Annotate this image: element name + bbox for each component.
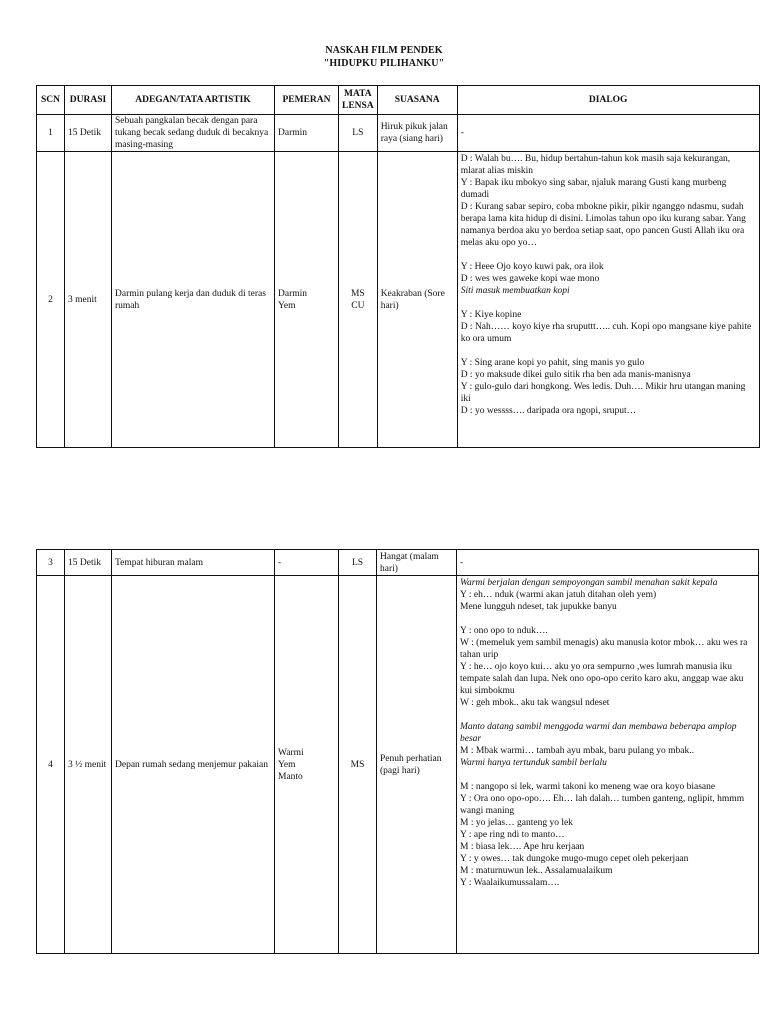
dialog-line: M : nangopo si lek, warmi takoni ko meneng wae ora koyo biasane xyxy=(460,782,716,792)
pemeran-cell xyxy=(275,152,339,448)
suasana-cell: Penuh perhatian (pagi hari) xyxy=(377,576,457,954)
dialog-spacer xyxy=(461,249,756,261)
pemeran-name: Manto xyxy=(278,771,303,782)
dialog-line: Y : Ora ono opo-opo…. Eh… lah dalah… tumben ganteng, nglipit, hmmm wangi maning xyxy=(460,794,745,816)
durasi-cell: 15 Detik xyxy=(65,115,112,152)
lensa-value: MS xyxy=(350,288,365,299)
pemeran-name: Yem xyxy=(278,759,296,770)
dialog-line: M : maturnuwun lek.. Assalamualaikum xyxy=(460,866,613,876)
dialog-line: D : Kurang sabar sepiro, coba mbokne pikir, pikir nganggo ndasmu, sudah berapa lama kita hidup di disini. Limolas tahun opo iku kurang sabar. Yang namanya berdoa aku yo berdoa setiap saat, opo pancen Gusti Allah iku ora melas aku opo yo… xyxy=(460,202,746,248)
script-table-page-2 xyxy=(36,549,759,954)
header-pemeran: PEMERAN xyxy=(275,86,339,115)
scn-cell: 1 xyxy=(37,115,65,152)
pemeran-name: Warmi xyxy=(278,747,304,758)
dialog-line: Y : Kiye kopine xyxy=(460,310,522,320)
lensa-value: CU xyxy=(351,300,365,311)
dialog-line: D : Walah bu…. Bu, hidup bertahun-tahun kok masih saja kekurangan, mlarat alias miskin xyxy=(460,154,731,176)
dialog-line: Y : gulo-gulo dari hongkong. Wes ledis. Duh…. Mikir hru utangan maning iki xyxy=(460,382,746,404)
lensa-cell: LS xyxy=(339,550,377,576)
dialog-cell: - xyxy=(457,115,759,152)
suasana-cell: Hiruk pikuk jalan raya (siang hari) xyxy=(377,115,457,152)
adegan-cell: Darmin pulang kerja dan duduk di teras rumah xyxy=(112,152,275,448)
dialog-line: Y : eh… nduk (warmi akan jatuh ditahan oleh yem) xyxy=(460,590,657,600)
durasi-cell: 3 menit xyxy=(65,152,112,448)
dialog-spacer xyxy=(461,297,756,309)
dialog-line: Y : Heee Ojo koyo kuwi pak, ora ilok xyxy=(460,262,604,272)
dialog-spacer xyxy=(460,769,755,781)
adegan-cell: Tempat hiburan malam xyxy=(112,550,275,576)
table-row xyxy=(37,115,760,152)
adegan-cell: Sebuah pangkalan becak dengan para tukang becak sedang duduk di becaknya masing-masing xyxy=(112,115,275,152)
header-durasi: DURASI xyxy=(65,86,112,115)
dialog-line: D : Nah…… koyo kiye rha sruputtt….. cuh. Kopi opo mangsane kiye pahite ko ora umum xyxy=(460,322,752,344)
suasana-cell: Hangat (malam hari) xyxy=(377,550,457,576)
header-mata-lensa: MATA LENSA xyxy=(339,86,378,115)
dialog-line: Y : he… ojo koyo kui… aku yo ora sempurno ,wes lumrah manusia iku tempate salah dan lupa. Nek ono opo-opo cerito karo aku, anggap wae aku kui simbokmu xyxy=(460,662,744,696)
table-row xyxy=(37,550,759,576)
script-table-page-1 xyxy=(36,85,760,448)
dialog-line: Y : ape ring ndi to manto… xyxy=(460,830,565,840)
stage-direction: Manto datang sambil menggoda warmi dan membawa beberapa amplop besar xyxy=(460,722,737,744)
lensa-cell: MS xyxy=(339,576,377,954)
script-title: NASKAH FILM PENDEK xyxy=(325,45,443,56)
stage-direction: Warmi berjalan dengan sempoyongan sambil menahan sakit kepala xyxy=(460,578,718,588)
dialog-line: M : Mbak warmi… tambah ayu mbak, baru pulang yo mbak.. xyxy=(460,746,695,756)
scn-cell: 2 xyxy=(37,152,65,448)
dialog-cell xyxy=(457,152,759,448)
pemeran-cell: - xyxy=(275,550,339,576)
dialog-spacer xyxy=(460,613,755,625)
header-suasana: SUASANA xyxy=(377,86,457,115)
pemeran-cell: Darmin xyxy=(275,115,339,152)
lensa-cell: LS xyxy=(339,115,378,152)
pemeran-name: Yem xyxy=(278,300,296,311)
header-row xyxy=(37,86,760,115)
dialog-line: Y : ono opo to nduk…. xyxy=(460,626,548,636)
lensa-cell xyxy=(339,152,378,448)
durasi-cell: 3 ½ menit xyxy=(65,576,112,954)
dialog-line: D : yo wessss…. daripada ora ngopi, sruput… xyxy=(460,406,637,416)
table-row xyxy=(37,576,759,954)
dialog-line: W : (memeluk yem sambil menagis) aku manusia kotor mbok… aku wes ra tahan urip xyxy=(460,638,748,660)
film-title: "HIDUPKU PILIHANKU" xyxy=(323,58,445,69)
dialog-line: D : wes wes gaweke kopi wae mono xyxy=(460,274,600,284)
dialog-line: Y : Waalaikumussalam…. xyxy=(460,878,560,888)
adegan-cell: Depan rumah sedang menjemur pakaian xyxy=(112,576,275,954)
dialog-line: Y : Sing arane kopi yo pahit, sing manis yo gulo xyxy=(460,358,645,368)
dialog-line: W : geh mbok.. aku tak wangsul ndeset xyxy=(460,698,610,708)
scn-cell: 3 xyxy=(37,550,65,576)
durasi-cell: 15 Detik xyxy=(65,550,112,576)
table-row xyxy=(37,152,760,448)
suasana-cell: Keakraban (Sore hari) xyxy=(377,152,457,448)
dialog-cell xyxy=(457,576,759,954)
dialog-line: M : yo jelas… ganteng yo lek xyxy=(460,818,573,828)
dialog-spacer xyxy=(461,345,756,357)
header-scn: SCN xyxy=(37,86,65,115)
dialog-cell: - xyxy=(457,550,759,576)
header-dialog: DIALOG xyxy=(457,86,759,115)
stage-direction: Siti masuk membuatkan kopi xyxy=(460,286,570,296)
dialog-line: Mene lungguh ndeset, tak jupukke banyu xyxy=(460,602,617,612)
dialog-spacer xyxy=(460,709,755,721)
pemeran-name: Darmin xyxy=(278,288,308,299)
pemeran-cell xyxy=(275,576,339,954)
stage-direction: Warmi hanya tertunduk sambil berlalu xyxy=(460,758,607,768)
scn-cell: 4 xyxy=(37,576,65,954)
header-adegan: ADEGAN/TATA ARTISTIK xyxy=(112,86,275,115)
dialog-line: Y : y owes… tak dungoke mugo-mugo cepet oleh pekerjaan xyxy=(460,854,689,864)
dialog-line: M : biasa lek…. Ape hru kerjaan xyxy=(460,842,585,852)
dialog-line: Y : Bapak iku mbokyo sing sabar, njaluk marang Gusti kang murbeng dumadi xyxy=(460,178,727,200)
dialog-line: D : yo maksude dikei gulo sitik rha ben ada manis-manisnya xyxy=(460,370,691,380)
